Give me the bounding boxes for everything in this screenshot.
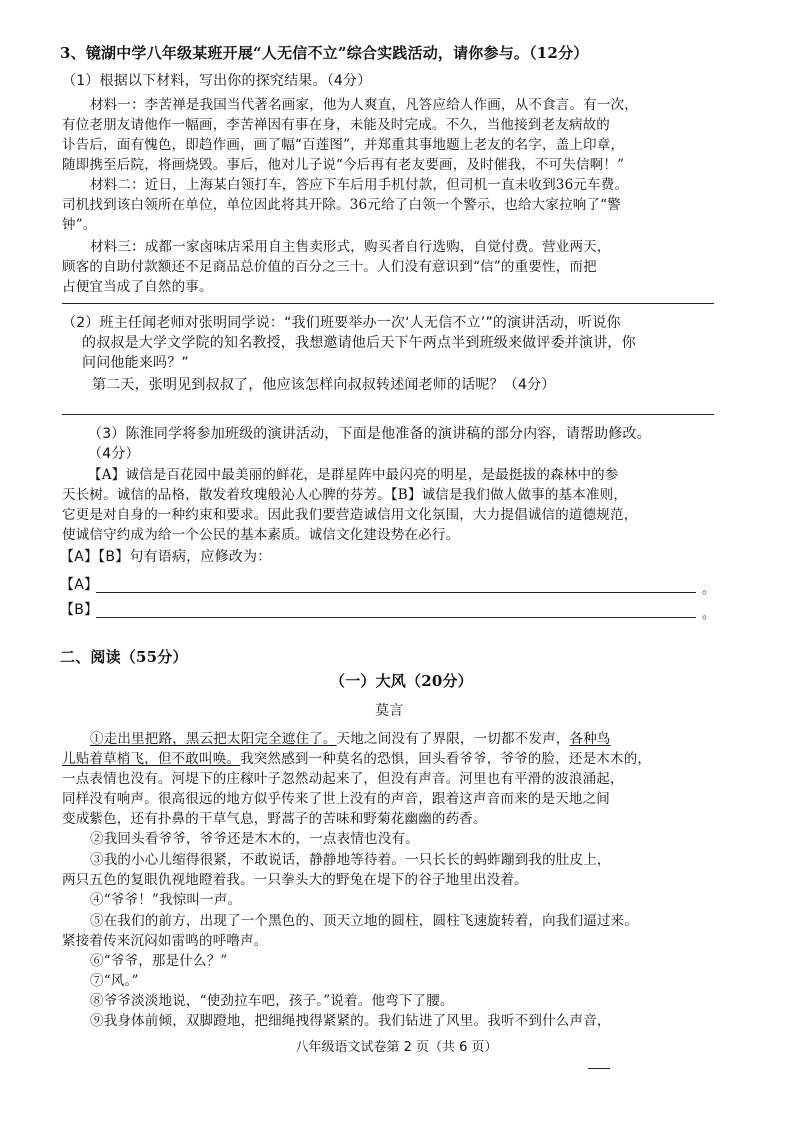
material-1-line-3: 讣告后，面有愧色，即趋作画，画了幅“百莲图”，并郑重其事地题上老友的名字，盖上印章， — [62, 137, 625, 153]
para-1-line-2-rest: 我突然感到一种莫名的恐惧，回头看爷爷，爷爷的脸，还是木木的， — [240, 751, 652, 767]
speech-text-line-2: 天长树。诚信的品格，散发着玫瑰般沁人心脾的芬芳。【B】诚信是我们做人做事的基本准则， — [62, 487, 628, 503]
answer-b-label: 【B】 — [60, 602, 99, 618]
answer-line-part-2[interactable] — [62, 414, 714, 415]
part-2-line-3: 问问他能来吗？” — [82, 355, 189, 371]
para-8: ⑧爷爷淡淡地说，“使劲拉车吧，孩子。”说着。他弯下了腰。 — [90, 993, 454, 1009]
answer-b-line[interactable] — [96, 617, 696, 618]
reading-author: 莫言 — [375, 703, 404, 719]
para-7: ⑦“风。” — [90, 973, 139, 989]
para-1-mid-text: 天地之间没有了界限，一切都不发声， — [336, 731, 570, 747]
page-footer: 八年级语文试卷第 2 页（共 6 页） — [295, 1040, 498, 1055]
para-3-line-1: ③我的小心儿缩得很紧，不敢说话，静静地等待着。一只长长的蚂蚱蹦到我的肚皮上， — [90, 852, 611, 868]
material-2-line-3: 钟”。 — [62, 217, 97, 233]
question-3-header: 3、镜湖中学八年级某班开展“人无信不立”综合实践活动，请你参与。（12分） — [60, 44, 589, 62]
material-3-line-2: 顾客的自助付款额还不足商品总价值的百分之三十。人们没有意识到“信”的重要性，而把 — [62, 259, 597, 275]
para-1-line-2 — [62, 750, 651, 768]
answer-b-period: 。 — [702, 607, 716, 622]
answer-a-period: 。 — [702, 582, 716, 597]
para-9: ⑨我身体前倾，双脚蹬地，把细绳拽得紧紧的。我们钻进了风里。我听不到什么声音， — [90, 1013, 611, 1029]
answer-line-part-1[interactable] — [62, 303, 714, 304]
para-2: ②我回头看爷爷，爷爷还是木木的，一点表情也没有。 — [90, 831, 419, 847]
stray-mark — [588, 1068, 610, 1069]
answer-a-line[interactable] — [96, 592, 696, 593]
para-5-line-1: ⑤在我们的前方，出现了一个黑色的、顶天立地的圆柱，圆柱飞速旋转着，向我们逼过来。 — [90, 913, 638, 929]
answer-a-label: 【A】 — [60, 577, 99, 593]
part-2-line-1: （2）班主任闻老师对张明同学说：“我们班要举办一次‘人无信不立’”的演讲活动，听说你 — [62, 315, 621, 331]
para-4: ④“爷爷！”我惊叫一声。 — [90, 892, 242, 908]
para-3-line-2: 两只五色的复眼仇视地瞪着我。一只拳头大的野兔在堤下的谷子地里出没着。 — [62, 872, 528, 888]
part-1-prompt: （1）根据以下材料，写出你的探究结果。（4分） — [62, 73, 372, 89]
part-2-line-2: 的叔叔是大学文学院的知名教授，我想邀请他后天下午两点半到班级来做评委并演讲，你 — [82, 335, 636, 351]
para-1-underline-1: ①走出里把路，黑云把太阳完全遮住了。 — [90, 731, 337, 747]
para-1-line-3: 一点表情也没有。河堤下的庄稼叶子忽然动起来了，但没有声音。河里也有平滑的波浪涌起， — [62, 771, 624, 787]
para-1-line-5: 变成紫色，还有扑鼻的干草气息，野蒿子的苦味和野菊花幽幽的药香。 — [62, 811, 487, 827]
para-5-line-2: 紧接着传来沉闷如雷鸣的呼噜声。 — [62, 933, 268, 949]
revise-prompt: 【A】【B】句有语病，应修改为： — [60, 549, 272, 565]
material-3-line-1: 材料三：成都一家卤味店采用自主售卖形式，购买者自行选购，自觉付费。营业两天， — [90, 239, 611, 255]
material-2-line-2: 司机找到该白领所在单位，单位因此将其开除。36元给了白领一个警示，也给大家拉响了“警 — [62, 197, 621, 213]
material-3-line-3: 占便宜当成了自然的事。 — [62, 279, 213, 295]
material-1-line-2: 有位老朋友请他作一幅画，李苦禅因有事在身，未能及时完成。不久，当他接到老友病故的 — [62, 117, 610, 133]
para-1-line-4: 同样没有响声。很高很远的地方似乎传来了世上没有的声音，跟着这声音而来的是天地之间 — [62, 791, 610, 807]
part-3-line-2: （4分） — [88, 446, 140, 462]
section-2-heading: 二、阅读（55分） — [60, 648, 188, 666]
para-6: ⑥“爷爷，那是什么？” — [90, 953, 228, 969]
reading-title: （一）大风（20分） — [330, 672, 473, 690]
material-1-line-4: 随即携至后院，将画烧毁。事后，他对儿子说“今后再有老友要画，及时催我，不可失信啊！” — [62, 157, 625, 173]
part-2-line-4: 第二天，张明见到叔叔了，他应该怎样向叔叔转述闻老师的话呢？（4分） — [92, 377, 556, 393]
para-1-underline-3: 儿贴着草梢飞，但不敢叫唤。 — [62, 751, 241, 767]
speech-text-line-1: 【A】诚信是百花园中最美丽的鲜花，是群星阵中最闪亮的明星，是最挺拔的森林中的参 — [88, 467, 619, 483]
speech-text-line-3: 它更是对自身的一种约束和要求。因此我们要营造诚信用文化氛围，大力提倡诚信的道德规范， — [62, 507, 638, 523]
material-2-line-1: 材料二：近日，上海某白领打车，答应下车后用手机付款，但司机一直未收到36元车费。 — [90, 177, 629, 193]
part-3-line-1: （3）陈淮同学将参加班级的演讲活动，下面是他准备的演讲稿的部分内容，请帮助修改。 — [88, 426, 651, 442]
para-1-underline-2: 各种鸟 — [569, 731, 611, 747]
para-1-line-1 — [90, 730, 611, 748]
speech-text-line-4: 使诚信守约成为给一个公民的基本素质。诚信文化建设势在必行。 — [62, 527, 460, 543]
material-1-line-1: 材料一：李苦禅是我国当代著名画家，他为人爽直，凡答应给人作画，从不食言。有一次， — [90, 97, 638, 113]
